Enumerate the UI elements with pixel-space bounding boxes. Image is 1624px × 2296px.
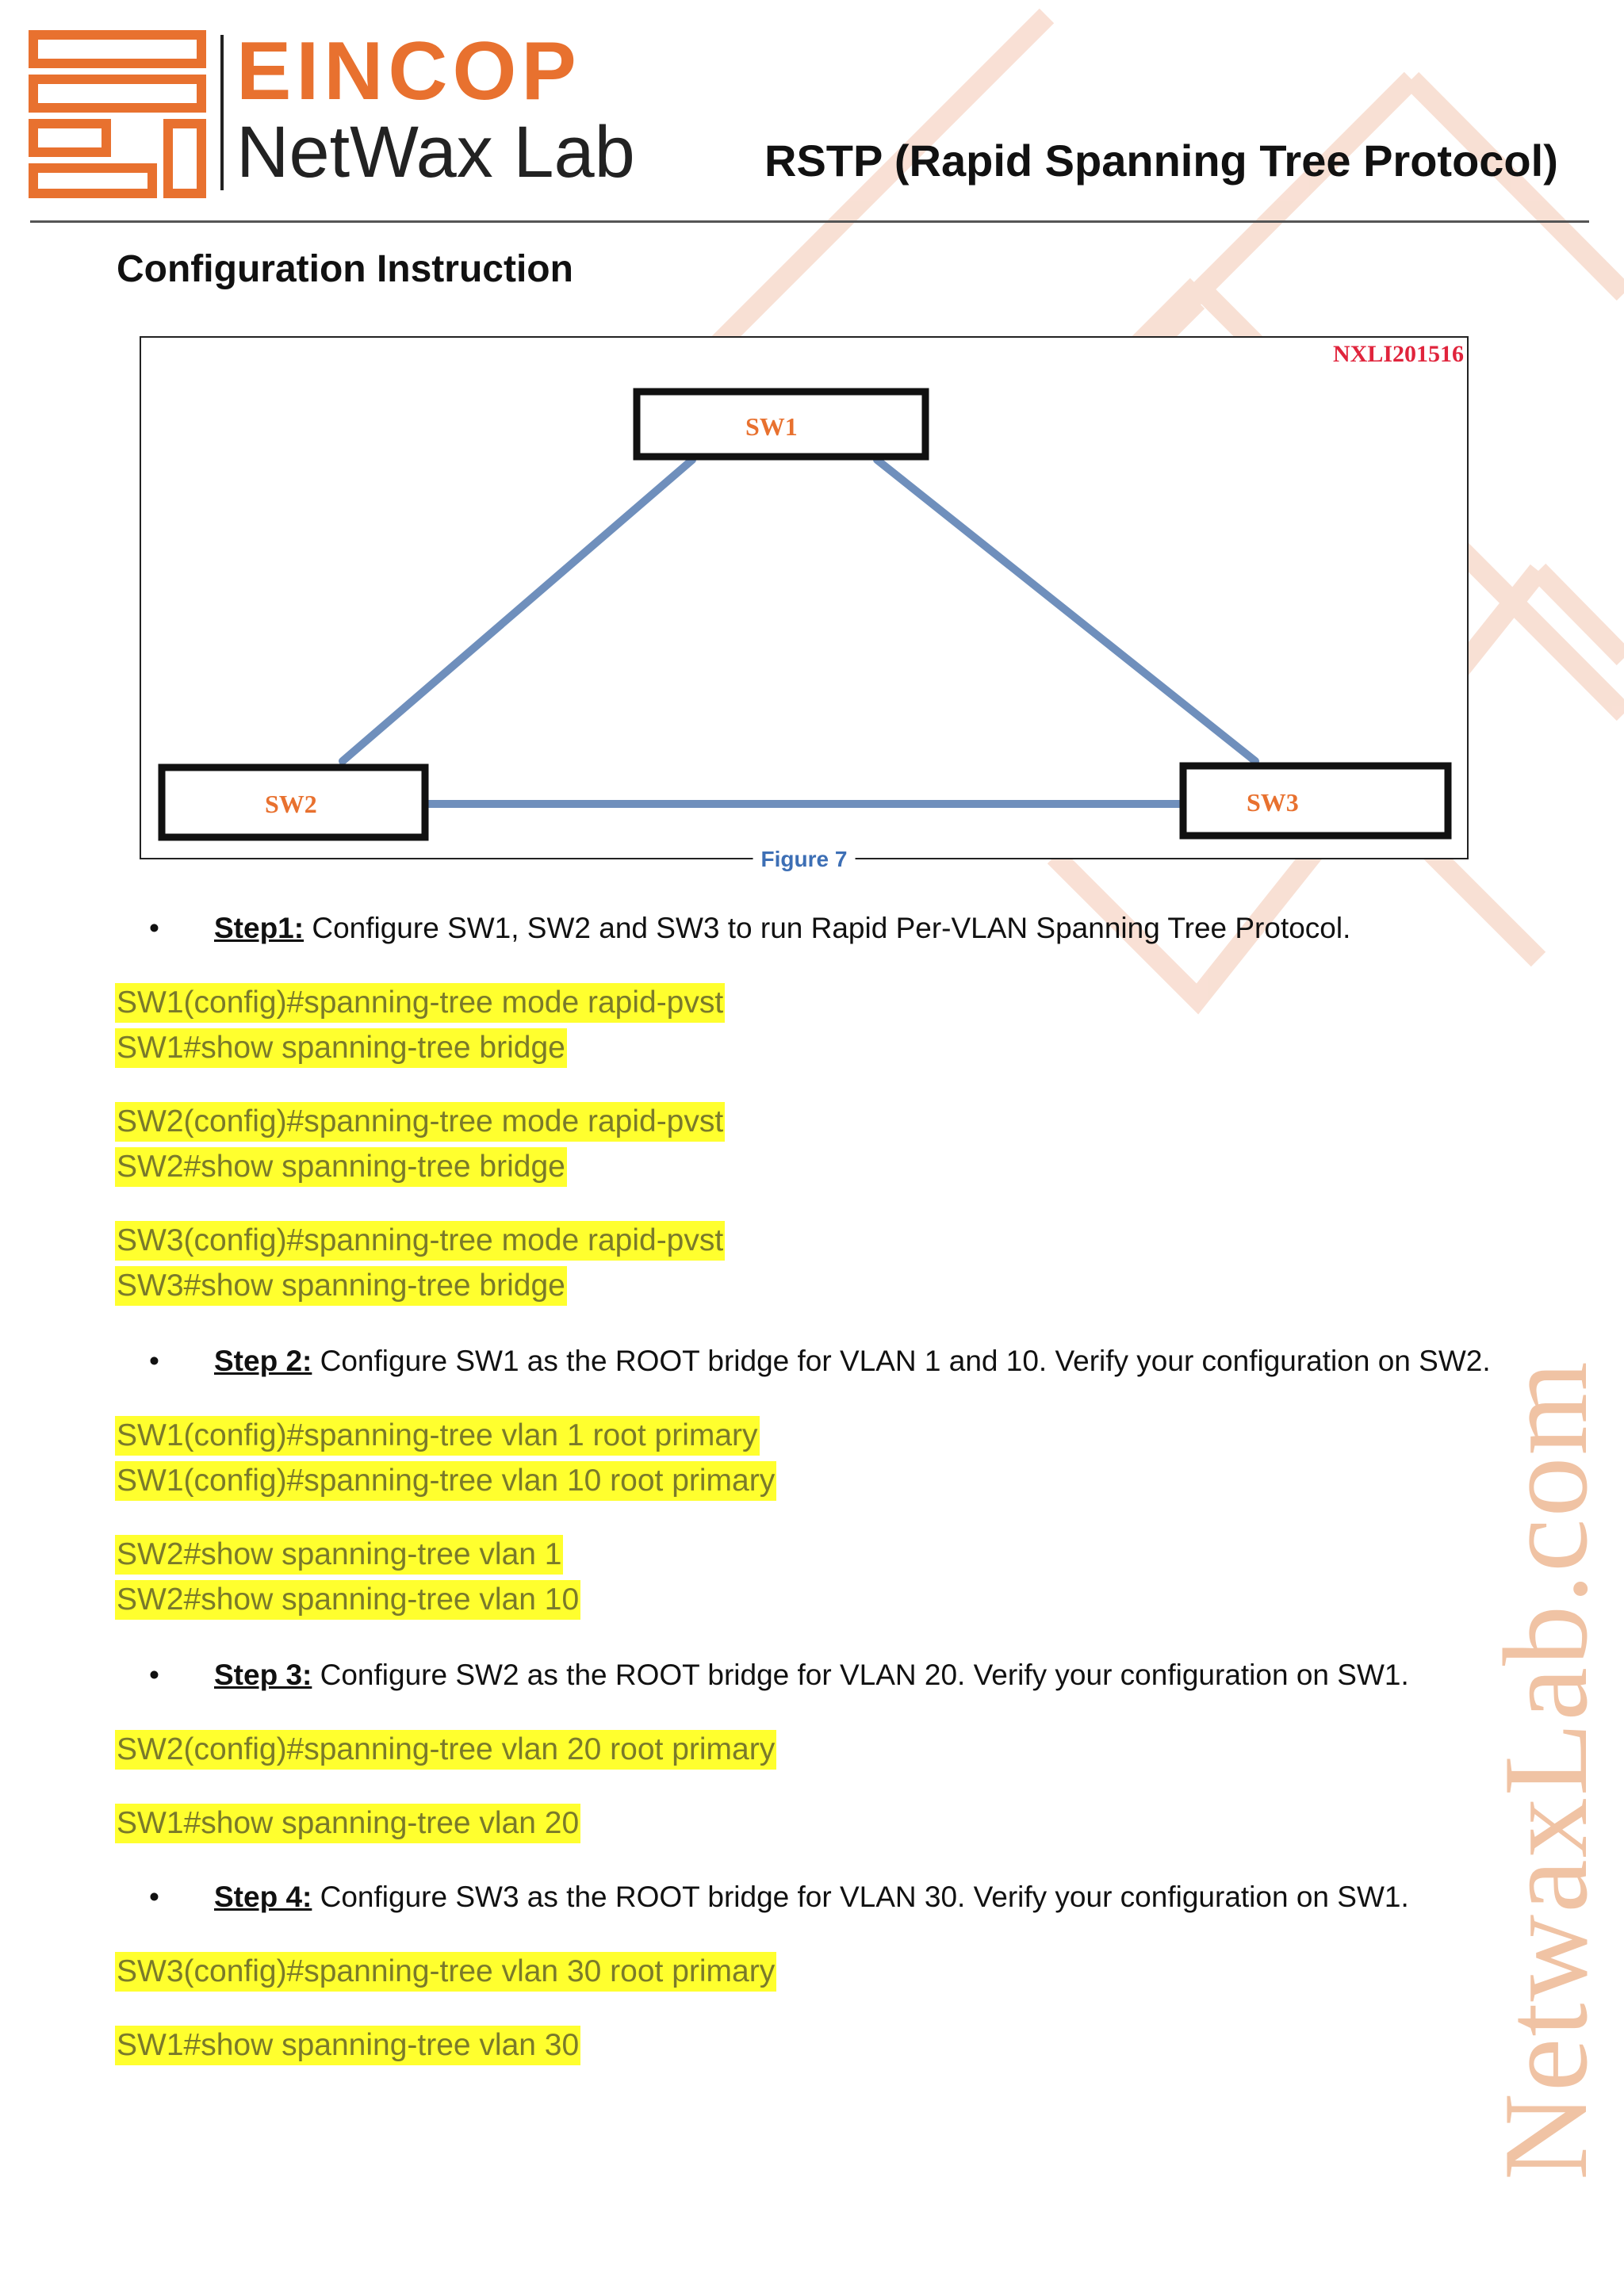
section-heading: Configuration Instruction — [117, 248, 573, 290]
topology-figure — [140, 336, 1469, 871]
bullet-icon: • — [149, 912, 159, 944]
command-line: SW1#show spanning-tree bridge — [115, 1028, 567, 1068]
site-watermark: NetwaxLab.com — [1479, 1360, 1612, 2180]
command-line: SW3(config)#spanning-tree vlan 30 root primary — [115, 1952, 776, 1992]
command-line: SW1#show spanning-tree vlan 20 — [115, 1804, 580, 1843]
command-line: SW2(config)#spanning-tree vlan 20 root primary — [115, 1730, 776, 1770]
link-sw1-sw3 — [877, 460, 1255, 761]
command-line: SW1(config)#spanning-tree mode rapid-pvst — [115, 983, 725, 1023]
topology-diagram — [141, 338, 1467, 858]
bullet-icon: • — [149, 1345, 159, 1377]
command-line: SW2#show spanning-tree bridge — [115, 1147, 567, 1187]
logo-divider — [220, 35, 224, 190]
bullet-icon: • — [149, 1659, 159, 1691]
link-sw1-sw2 — [343, 460, 692, 761]
step-3 — [149, 1659, 1409, 1692]
command-line: SW2#show spanning-tree vlan 1 — [115, 1535, 563, 1575]
brand-subname: NetWax Lab — [236, 112, 635, 193]
brand-name: EINCOP — [236, 25, 581, 117]
command-line: SW1(config)#spanning-tree vlan 10 root primary — [115, 1461, 776, 1501]
switch-sw3-label: SW3 — [1247, 788, 1299, 817]
command-line: SW1(config)#spanning-tree vlan 1 root primary — [115, 1416, 760, 1456]
step-4-key: Step 4: — [214, 1881, 312, 1913]
step-3-text: Configure SW2 as the ROOT bridge for VLAN 20. Verify your configuration on SW1. — [312, 1659, 1409, 1691]
step-2-text: Configure SW1 as the ROOT bridge for VLAN 1 and 10. Verify your configuration on SW2. — [312, 1345, 1491, 1377]
switch-sw2-label: SW2 — [265, 790, 317, 818]
figure-code: NXLI201516 — [1332, 341, 1464, 367]
eincop-logo-icon — [29, 30, 211, 198]
command-line: SW2(config)#spanning-tree mode rapid-pvst — [115, 1102, 725, 1142]
step-4-text: Configure SW3 as the ROOT bridge for VLAN 30. Verify your configuration on SW1. — [312, 1881, 1409, 1913]
command-line: SW1#show spanning-tree vlan 30 — [115, 2026, 580, 2065]
step-4 — [149, 1881, 1409, 1914]
step-1 — [149, 912, 1351, 945]
step-2-key: Step 2: — [214, 1345, 312, 1377]
step-1-text: Configure SW1, SW2 and SW3 to run Rapid Per-VLAN Spanning Tree Protocol. — [304, 912, 1351, 944]
figure-caption: Figure 7 — [753, 847, 856, 872]
command-line: SW3#show spanning-tree bridge — [115, 1266, 567, 1306]
command-line: SW3(config)#spanning-tree mode rapid-pvst — [115, 1221, 725, 1261]
step-3-key: Step 3: — [214, 1659, 312, 1691]
switch-sw1-label: SW1 — [745, 412, 798, 441]
command-line: SW2#show spanning-tree vlan 10 — [115, 1580, 580, 1620]
step-2 — [149, 1345, 1491, 1378]
step-1-key: Step1: — [214, 912, 304, 944]
bullet-icon: • — [149, 1881, 159, 1913]
switch-sw3-box — [1183, 766, 1448, 836]
document-title: RSTP (Rapid Spanning Tree Protocol) — [764, 136, 1558, 186]
header-divider — [30, 220, 1589, 223]
